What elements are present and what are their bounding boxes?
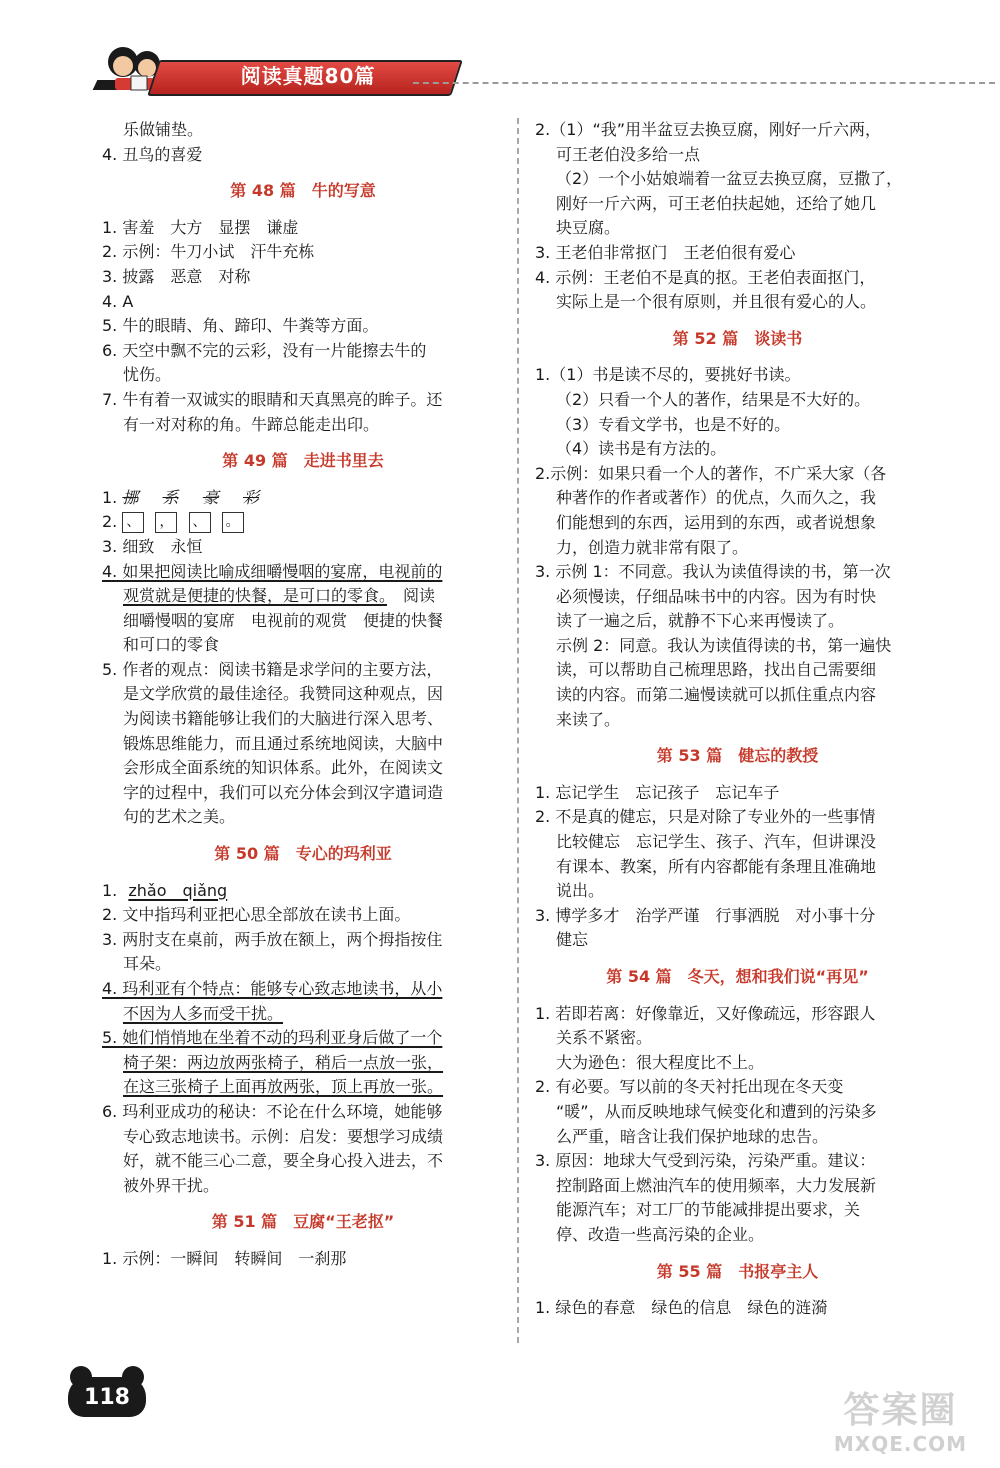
watermark	[808, 1390, 993, 1464]
section-title-54: 第 54 篇 冬天，想和我们说“再见”	[606, 967, 869, 986]
answer-line: 1. 害羞 大方 显摆 谦虚	[102, 217, 299, 237]
punctuation-box: 、	[189, 512, 211, 533]
answer-line: （4）读书是有方法的。	[556, 439, 727, 459]
answer-line: 6. 天空中飘不完的云彩，没有一片能擦去牛的	[102, 340, 427, 360]
answer-line: 是文学欣赏的最佳途径。我赞同这种观点，因	[123, 684, 444, 704]
answer-line: 2.示例：如果只看一个人的著作，不广采大家（各	[535, 463, 887, 483]
answer-line: 有一对对称的角。牛蹄总能走出印。	[123, 414, 380, 434]
header-dashed-rule	[413, 82, 995, 84]
answer-line: 3. 原因：地球大气受到污染，污染严重。建议：	[535, 1151, 876, 1171]
answer-line: 3. 博学多才 治学严谨 行事洒脱 对小事十分	[535, 905, 876, 925]
column-divider	[517, 118, 519, 1343]
section-title-51: 第 51 篇 豆腐“王老抠”	[211, 1212, 395, 1232]
answer-line: 2.（1）“我”用半盆豆去换豆腐，刚好一斤六两，	[535, 120, 882, 139]
section-title-48: 第 48 篇 牛的写意	[230, 181, 376, 201]
answer-line: 为阅读书籍能够让我们的大脑进行深入思考、	[123, 709, 444, 729]
section-title-53: 第 53 篇 健忘的教授	[656, 746, 819, 766]
answer-line: 种著作的作者或著作）的优点，久而久之，我	[556, 488, 877, 508]
answer-line: 2. 示例：牛刀小试 汗牛充栋	[102, 242, 315, 262]
question-number: 2.	[102, 512, 118, 532]
answer-line: 5. 牛的眼睛、角、蹄印、牛粪等方面。	[102, 316, 379, 336]
underlined-answer-line: 在这三张椅子上面再放两张，顶上再放一张。	[123, 1077, 444, 1097]
answer-line: （2）一个小姑娘端着一盆豆去换豆腐，豆撒了，	[556, 169, 903, 189]
answer-line	[102, 584, 504, 609]
answer-line: 来读了。	[556, 709, 621, 729]
answer-line: 可王老伯没多给一点	[556, 144, 701, 164]
answer-line: 1.（1）书是读不尽的，要挑好书读。	[535, 365, 801, 385]
answer-line-q2	[102, 510, 504, 535]
answer-line: 3. 示例 1：不同意。我认为读值得读的书，第一次	[535, 562, 891, 582]
answer-line: 1. 绿色的春意 绿色的信息 绿色的涟漪	[535, 1298, 828, 1318]
answer-line: （3）专看文学书，也是不好的。	[556, 414, 791, 434]
question-number: 1.	[102, 880, 118, 900]
answer-line: 2. 有必要。写以前的冬天衬托出现在冬天变	[535, 1077, 844, 1097]
answer-line: 比较健忘 忘记学生、孩子、汽车，但讲课没	[556, 832, 877, 852]
corrected-word: 彩	[242, 487, 259, 507]
answer-line: 字的过程中，我们可以充分体会到汉字遣词造	[123, 782, 444, 802]
underlined-answer-line: 4. 如果把阅读比喻成细嚼慢咽的宴席，电视前的	[102, 561, 443, 581]
watermark-url: MXQE.COM	[833, 1432, 968, 1456]
left-column	[102, 118, 504, 1272]
answer-line-q1	[102, 486, 504, 511]
answer-line: 么严重，暗含让我们保护地球的忠告。	[556, 1126, 829, 1146]
answer-line: 3. 披露 恶意 对称	[102, 266, 251, 286]
section-title-52: 第 52 篇 谈读书	[672, 328, 803, 348]
answer-line: 示例 2：同意。我认为读值得读的书，第一遍快	[556, 635, 892, 655]
underlined-answer-line: 椅子架：两边放两张椅子，稍后一点放一张，	[123, 1052, 444, 1072]
answer-line: 细嚼慢咽的宴席 电视前的观赏 便捷的快餐	[123, 610, 444, 630]
answer-line: 4. 示例：王老伯不是真的抠。王老伯表面抠门，	[535, 267, 876, 287]
page-number: 118	[68, 1377, 146, 1417]
answer-line: 必须慢读，仔细品味书中的内容。因为有时快	[556, 586, 877, 606]
answer-line: 锻炼思维能力，而且通过系统地阅读，大脑中	[123, 733, 444, 753]
answer-line: 1. 示例：一瞬间 转瞬间 一刹那	[102, 1248, 347, 1268]
section-title-49: 第 49 篇 走进书里去	[222, 451, 384, 471]
answer-line: 力，创造力就非常有限了。	[556, 537, 749, 557]
answer-line: 4. 丑鸟的喜爱	[102, 144, 203, 164]
answer-line: 2. 文中指玛利亚把心思全部放在读书上面。	[102, 905, 411, 925]
answer-line: 说出。	[556, 881, 605, 901]
answer-line: 耳朵。	[123, 954, 172, 974]
answer-line: 忧伤。	[123, 365, 172, 385]
answer-line: 被外界干扰。	[123, 1175, 220, 1195]
answer-line: 7. 牛有着一双诚实的眼睛和天真黑亮的眸子。还	[102, 389, 443, 409]
answer-line: 好，就不能三心二意，要全身心投入进去，不	[123, 1151, 444, 1171]
answer-line: 读的内容。而第二遍慢读就可以抓住重点内容	[556, 685, 877, 705]
answer-line: 停、改造一些高污染的企业。	[556, 1224, 765, 1244]
section-title-55: 第 55 篇 书报亭主人	[656, 1261, 819, 1281]
corrected-word: 豪	[202, 487, 219, 507]
answer-line: 们能想到的东西，运用到的东西，或者说想象	[556, 512, 877, 532]
answer-line: 2. 不是真的健忘，只是对除了专业外的一些事情	[535, 807, 876, 827]
answer-line: 4. A	[102, 291, 134, 311]
answer-line: “暖”，从而反映地球气候变化和遭到的污染多	[556, 1101, 877, 1121]
answer-line: （2）只看一个人的著作，结果是不大好的。	[556, 389, 871, 409]
corrected-word: 挪	[122, 487, 139, 507]
watermark-logo: 答案圈	[843, 1390, 958, 1431]
answer-line: 1. 忘记学生 忘记孩子 忘记车子	[535, 782, 780, 802]
answer-line: 和可口的零食	[123, 635, 220, 655]
corrected-word: 系	[162, 487, 179, 507]
answer-line: 控制路面上燃油汽车的使用频率，大力发展新	[556, 1175, 877, 1195]
answer-line: 乐做铺垫。	[123, 120, 204, 139]
page-header	[95, 28, 995, 98]
pinyin-answer: zhǎo qiǎng	[128, 880, 228, 900]
answer-line: 实际上是一个很有原则，并且很有爱心的人。	[556, 292, 877, 312]
underlined-text: 观赏就是便捷的快餐，是可口的零食。	[123, 586, 388, 606]
question-number: 1.	[102, 487, 118, 507]
answer-line: 5. 作者的观点：阅读书籍是求学问的主要方法，	[102, 659, 443, 679]
punctuation-box: 。	[222, 512, 244, 533]
header-title: 阅读真题80篇	[240, 64, 376, 88]
answer-line: 大为逊色：很大程度比不上。	[556, 1052, 765, 1072]
underlined-answer-line: 5. 她们悄悄地在坐着不动的玛利亚身后做了一个	[102, 1028, 443, 1048]
answer-line-q1	[102, 879, 504, 904]
answer-line: 刚好一斤六两，可王老伯扶起她，还给了她几	[556, 193, 877, 213]
punctuation-box: 、	[122, 512, 144, 533]
answer-line: 6. 玛利亚成功的秘诀：不论在什么环境，她能够	[102, 1101, 443, 1121]
answer-line: 块豆腐。	[556, 218, 621, 238]
answer-text: 阅读	[387, 586, 436, 606]
answer-line: 专心致志地读书。示例：启发：要想学习成绩	[123, 1126, 444, 1146]
underlined-answer-line: 4. 玛利亚有个特点：能够专心致志地读书，从小	[102, 979, 443, 998]
answer-line: 读，可以帮助自己梳理思路，找出自己需要细	[556, 660, 877, 680]
answer-line: 读了一遍之后，就静不下心来再慢读了。	[556, 611, 845, 631]
underlined-answer-line: 不因为人多而受干扰。	[123, 1003, 284, 1023]
answer-line: 3. 细致 永恒	[102, 536, 203, 556]
answer-line: 句的艺术之美。	[123, 807, 236, 827]
answer-line: 3. 两肘支在桌前，两手放在额上，两个拇指按住	[102, 929, 443, 949]
right-column	[535, 118, 940, 1321]
answer-line: 1. 若即若离：好像靠近，又好像疏远，形容跟人	[535, 1003, 876, 1023]
answer-line: 关系不紧密。	[556, 1028, 653, 1048]
answer-line: 能源汽车；对工厂的节能减排提出要求，关	[556, 1200, 861, 1220]
answer-line: 3. 王老伯非常抠门 王老伯很有爱心	[535, 242, 796, 262]
answer-line: 会形成全面系统的知识体系。此外，在阅读文	[123, 758, 444, 778]
answer-line: 健忘	[556, 930, 589, 950]
punctuation-box: ，	[155, 512, 177, 533]
section-title-50: 第 50 篇 专心的玛利亚	[214, 844, 392, 864]
answer-line: 有课本、教案，所有内容都能有条理且准确地	[556, 856, 877, 876]
